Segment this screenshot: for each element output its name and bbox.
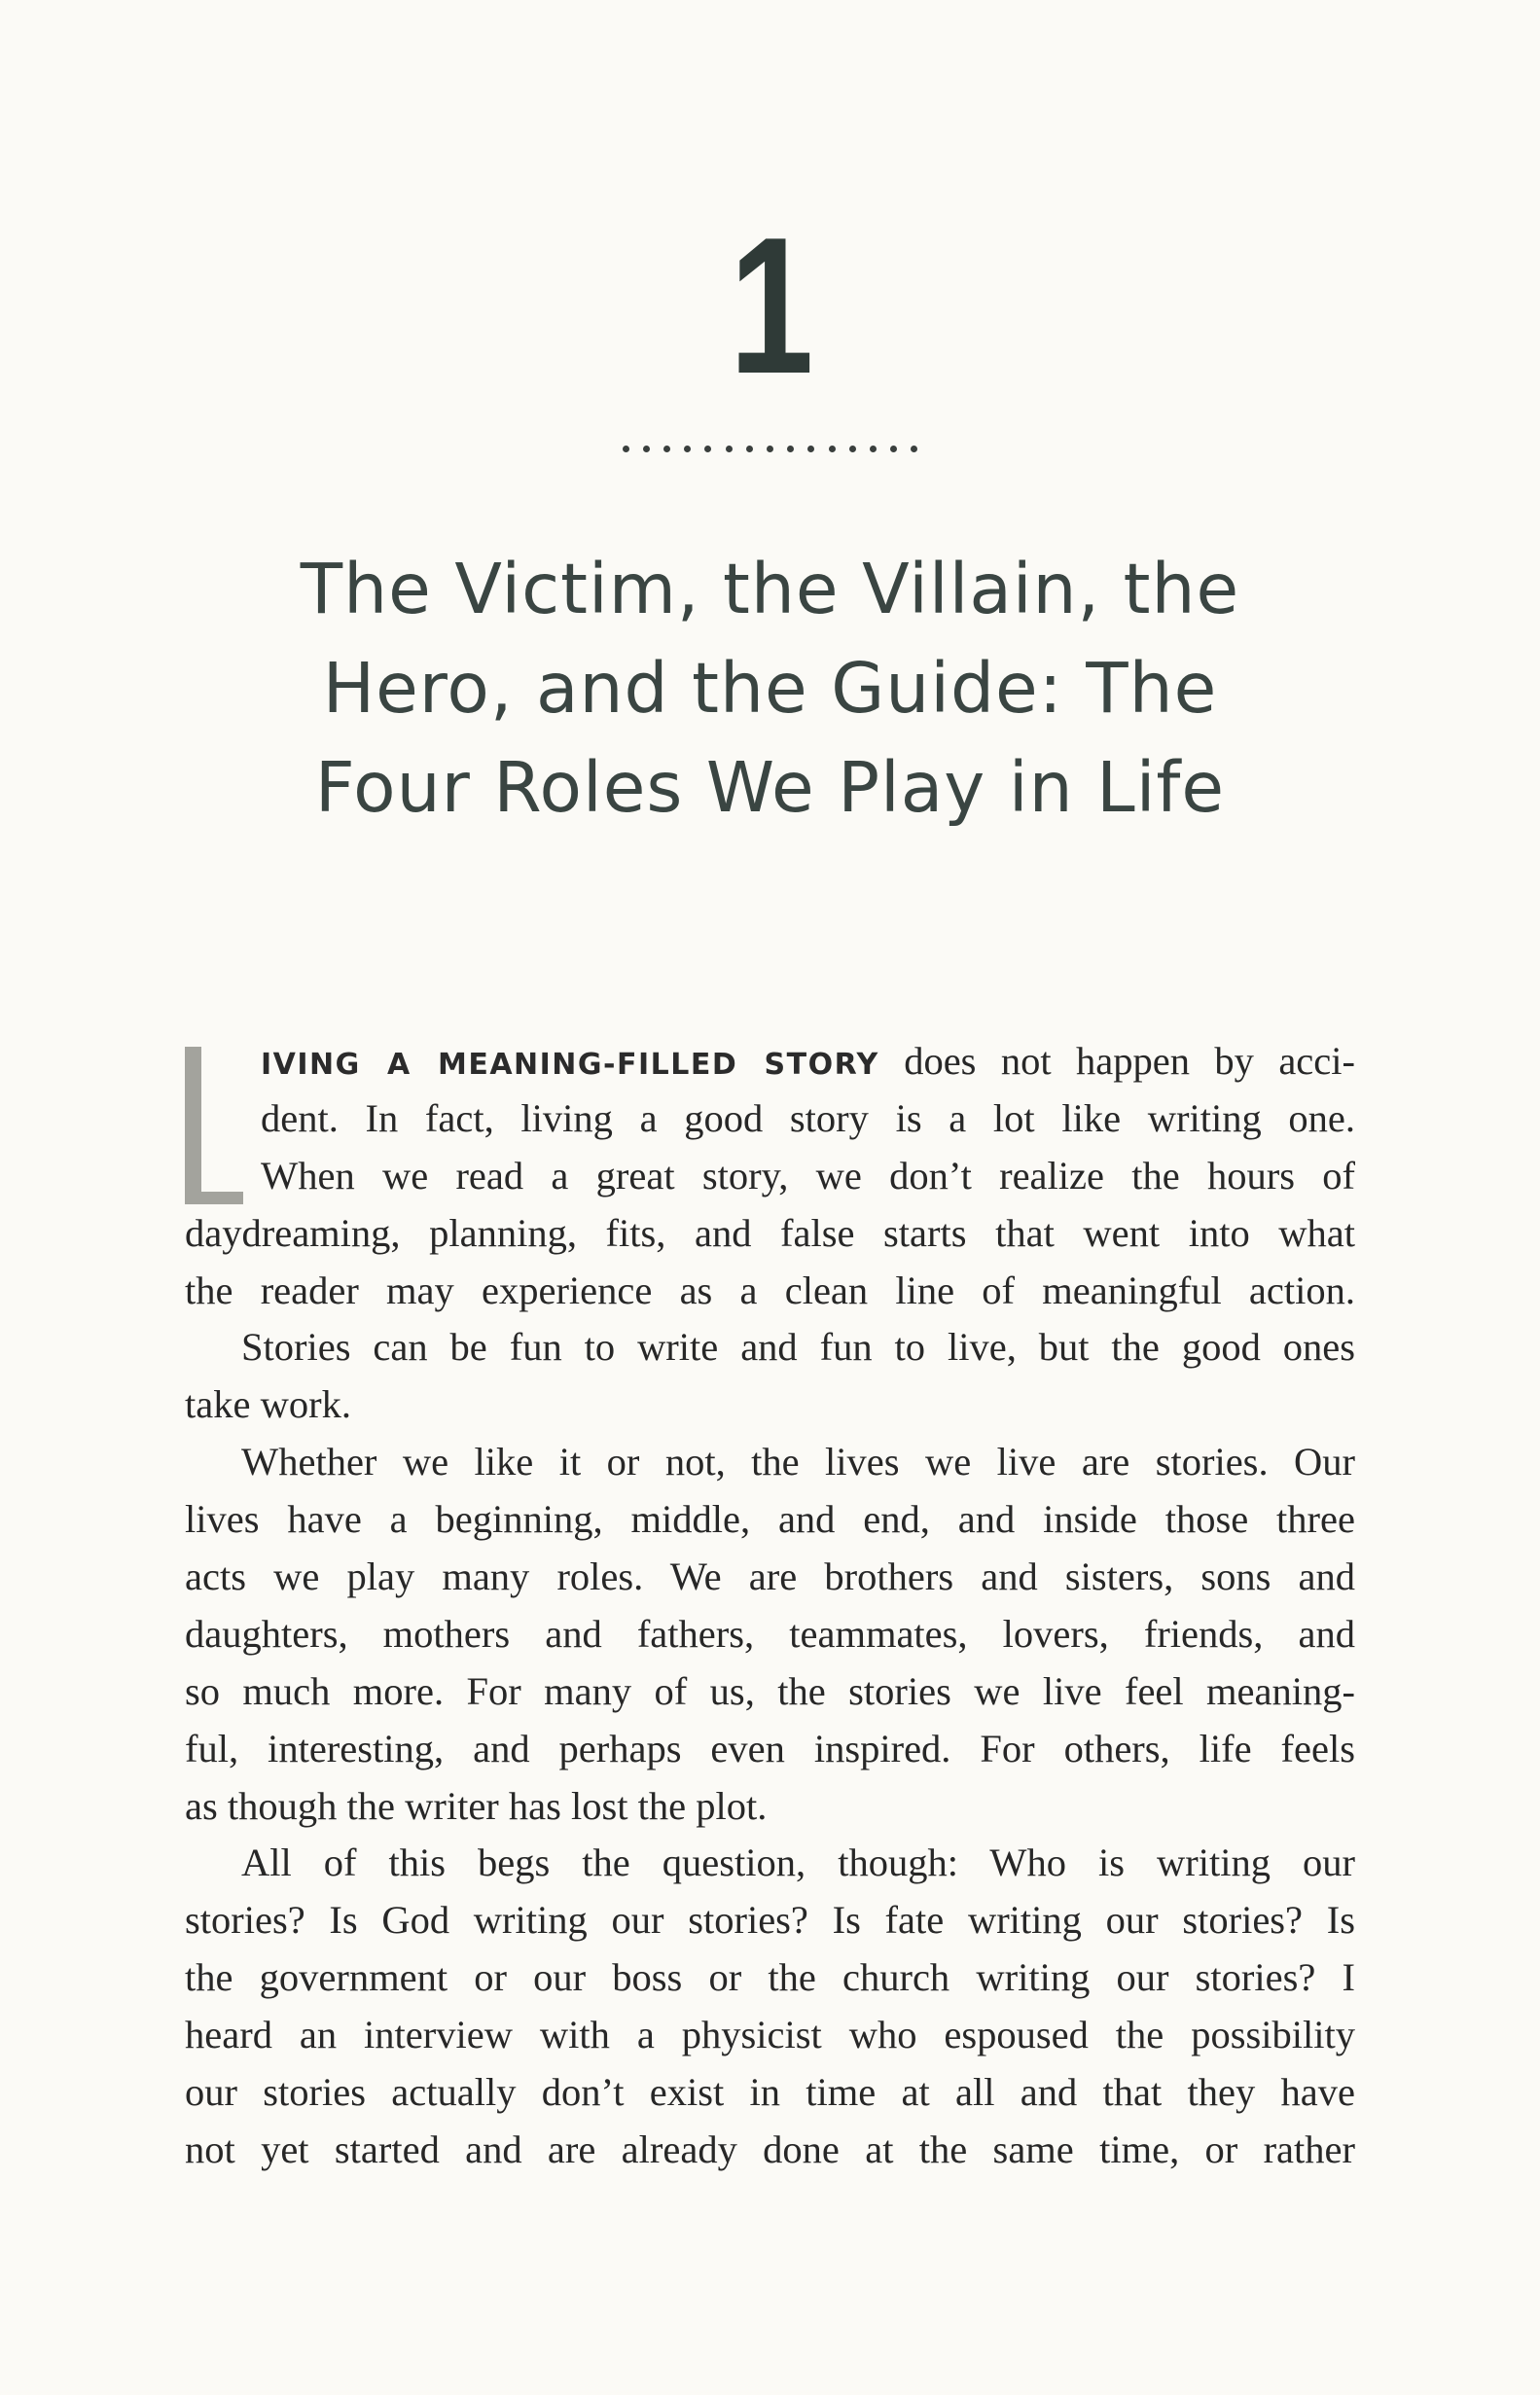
- text-line: dent. In fact, living a good story is a lot like writing one.: [261, 1095, 1355, 1140]
- ornament-dot: [767, 446, 773, 452]
- text-line: daydreaming, planning, fits, and false starts that went into what: [185, 1210, 1355, 1255]
- ornament-dot: [704, 446, 711, 452]
- text-line: so much more. For many of us, the stories we live feel meaning-: [185, 1668, 1355, 1713]
- text-line: as though the writer has lost the plot.: [185, 1783, 768, 1828]
- text-line: the government or our boss or the church writing our stories? I: [185, 1955, 1355, 2000]
- text-line: acts we play many roles. We are brothers and sisters, sons and: [185, 1555, 1355, 1599]
- ornament-dot: [663, 446, 670, 452]
- chapter-title-line: Four Roles We Play in Life: [314, 747, 1226, 828]
- ornament-dot: [911, 446, 917, 452]
- ornament-dot: [829, 446, 836, 452]
- ornament-dot: [870, 446, 877, 452]
- ornament-dot: [643, 446, 650, 452]
- text-line: Whether we like it or not, the lives we live are stories. Our: [241, 1440, 1355, 1484]
- text-line: When we read a great story, we don’t realize the hours of: [261, 1153, 1355, 1198]
- text-line: daughters, mothers and fathers, teammates, lovers, friends, and: [185, 1611, 1355, 1656]
- ornament-dot: [684, 446, 691, 452]
- ornament-dot: [890, 446, 897, 452]
- text-line: not yet started and are already done at the same time, or rather: [185, 2127, 1355, 2171]
- ornament-dot: [746, 446, 753, 452]
- body-text: [185, 1033, 1355, 2179]
- ornament-dot: [726, 446, 733, 452]
- chapter-title-line: Hero, and the Guide: The: [322, 648, 1218, 729]
- text-line: heard an interview with a physicist who espoused the possibility: [185, 2013, 1355, 2057]
- ornament-dot: [807, 446, 814, 452]
- ornament-dot: [849, 446, 856, 452]
- chapter-title-line: The Victim, the Villain, the: [300, 549, 1240, 629]
- text-line: Stories can be fun to write and fun to live, but the good ones: [241, 1325, 1355, 1370]
- text-line: stories? Is God writing our stories? Is fate writing our stories? Is: [185, 1898, 1355, 1943]
- text-line: [185, 1033, 1355, 1090]
- chapter-title: [185, 540, 1355, 838]
- text-line: lives have a beginning, middle, and end, and inside those three: [185, 1497, 1355, 1542]
- text-line: All of this begs the question, though: Who is writing our: [241, 1841, 1355, 1885]
- text-line: ful, interesting, and perhaps even inspired. For others, life feels: [185, 1726, 1355, 1770]
- ornament-dot: [787, 446, 794, 452]
- ornament-dot: [623, 446, 629, 452]
- text-line: take work.: [185, 1382, 351, 1427]
- ornament-divider: [0, 446, 1540, 452]
- text-line: the reader may experience as a clean line of meaningful action.: [185, 1268, 1355, 1312]
- lead-in-small-caps: IVING A MEANING-FILLED STORY: [261, 1048, 879, 1082]
- text-line-rest: does not happen by acci-: [878, 1039, 1355, 1083]
- text-line: our stories actually don’t exist in time at all and that they have: [185, 2070, 1355, 2115]
- chapter-number: 1: [729, 197, 811, 414]
